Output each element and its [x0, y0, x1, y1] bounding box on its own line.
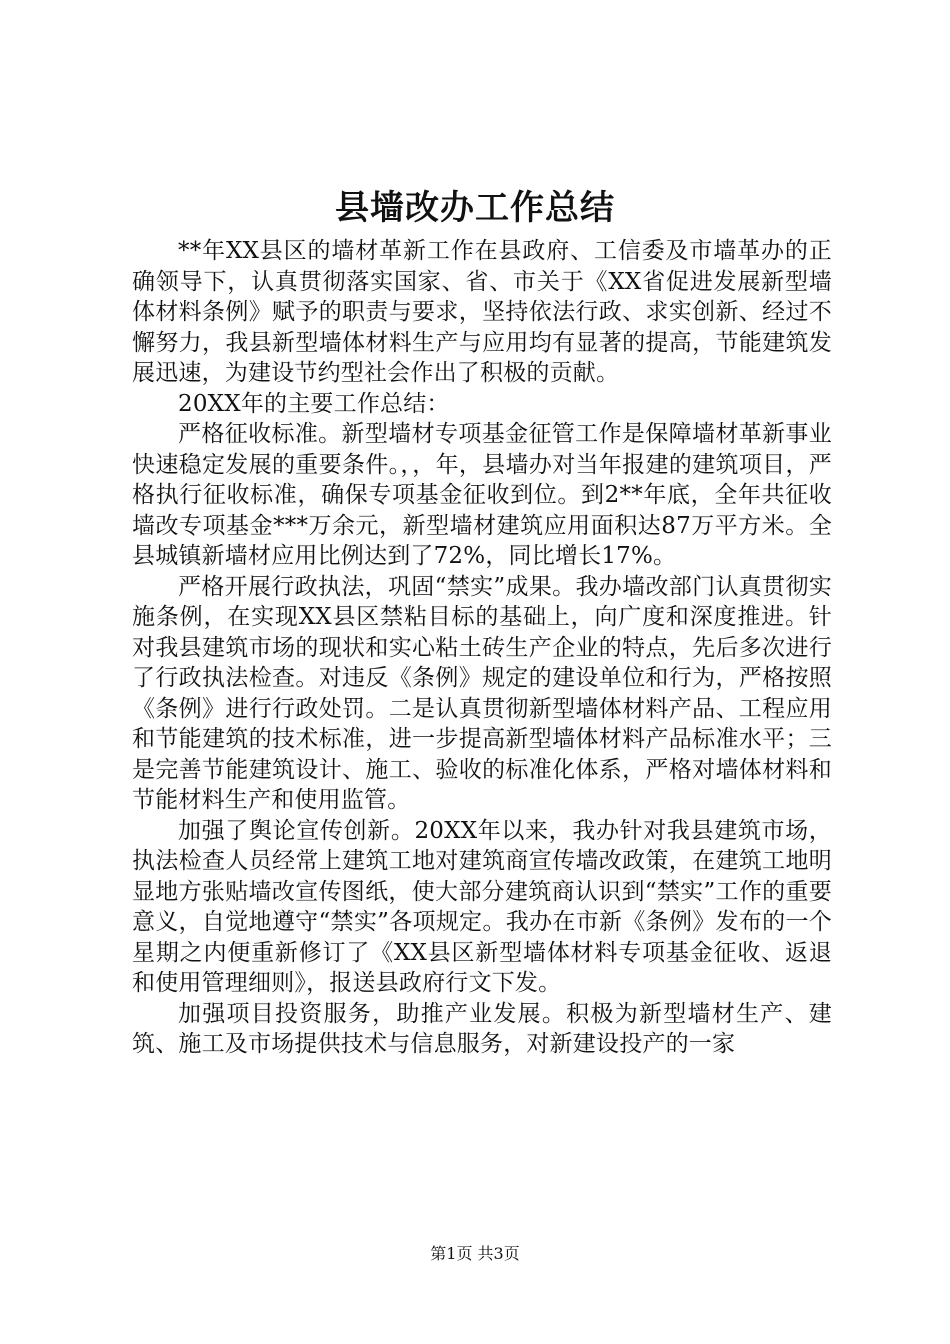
paragraph-summary-heading: 20XX年的主要工作总结：: [178, 390, 450, 417]
paragraph-fee-collection: 严格征收标准。新型墙材专项基金征管工作是保障墙材革新事业快速稳定发展的重要条件。，，年，县墙办对当年报建的建筑项目，严格执行征收标准，确保专项基金征收到位。到2**年底，全年共征收墙改专项基金***万余元，新型墙材建筑应用面积达87万平方米。全县城镇新墙材应用比例达到了72%，同比增长17%。: [132, 421, 832, 569]
page-number: 第1页: [430, 1244, 473, 1263]
page-total: 共3页: [477, 1244, 520, 1263]
document-body: [132, 236, 832, 1060]
paragraph-publicity: 加强了舆论宣传创新。20XX年以来，我办针对我县建筑市场，执法检查人员经常上建筑工地对建筑商宣传墙改政策，在建筑工地明显地方张贴墙改宣传图纸，使大部分建筑商认识到“禁实”工作的重要意义，自觉地遵守“禁实”各项规定。我办在市新《条例》发布的一个星期之内便重新修订了《XX县区新型墙体材料专项基金征收、返退和使用管理细则》，报送县政府行文下发。: [132, 817, 832, 996]
paragraph-investment-service: 加强项目投资服务，助推产业发展。积极为新型墙材生产、建筑、施工及市场提供技术与信息服务，对新建设投产的一家: [132, 1000, 832, 1057]
paragraph-intro: **年XX县区的墙材革新工作在县政府、工信委及市墙革办的正确领导下，认真贯彻落实国家、省、市关于《XX省促进发展新型墙体材料条例》赋予的职责与要求，坚持依法行政、求实创新、经过不懈努力，我县新型墙体材料生产与应用均有显著的提高，节能建筑发展迅速，为建设节约型社会作出了积极的贡献。: [132, 238, 832, 386]
document-title: 县墙改办工作总结: [335, 188, 615, 228]
page-footer: [0, 1243, 950, 1265]
paragraph-law-enforcement: 严格开展行政执法，巩固“禁实”成果。我办墙改部门认真贯彻实施条例，在实现XX县区禁粘目标的基础上，向广度和深度推进。针对我县建筑市场的现状和实心粘土砖生产企业的特点，先后多次进行了行政执法检查。对违反《条例》规定的建设单位和行为，严格按照《条例》进行行政处罚。二是认真贯彻新型墙体材料产品、工程应用和节能建筑的技术标准，进一步提高新型墙体材料产品标准水平；三是完善节能建筑设计、施工、验收的标准化体系，严格对墙体材料和节能材料生产和使用监管。: [132, 573, 832, 813]
